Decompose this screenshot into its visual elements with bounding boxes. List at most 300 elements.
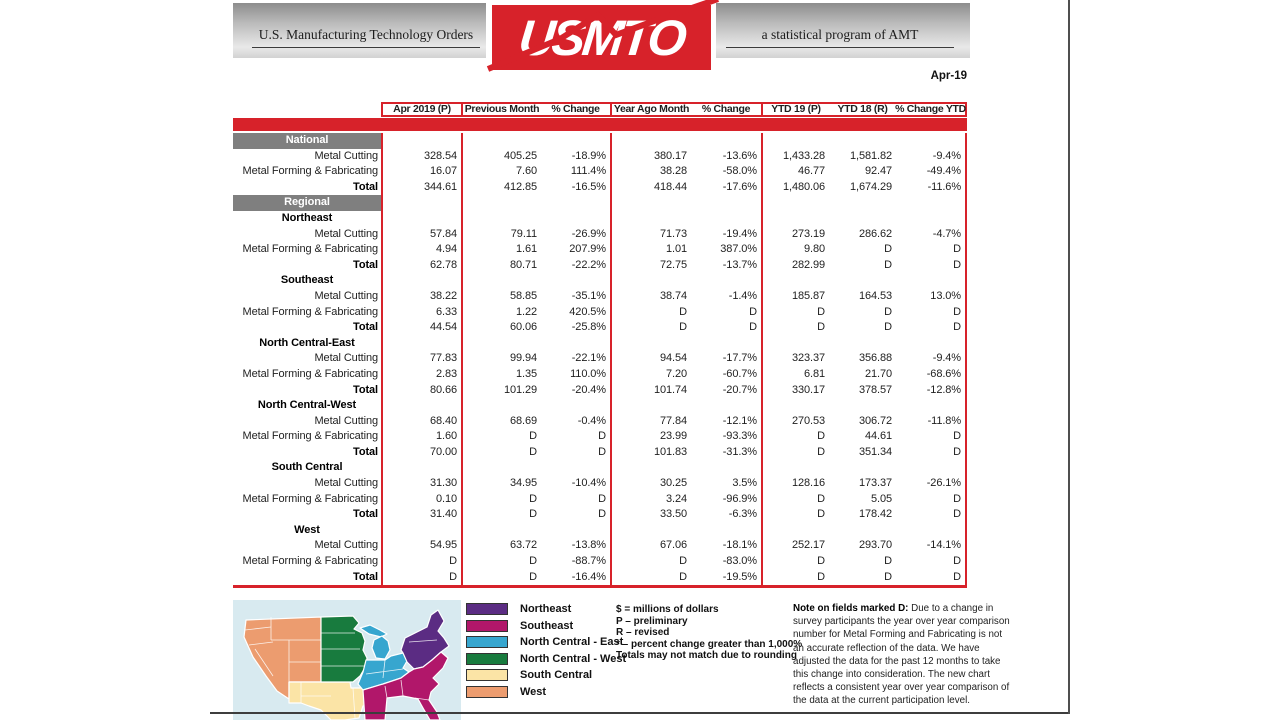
cell-value: 71.73	[659, 227, 687, 240]
cell-value	[763, 273, 829, 289]
row-label: Metal Forming & Fabricating	[242, 492, 378, 505]
cell-value: D	[817, 508, 825, 521]
cell-value: D	[896, 242, 967, 258]
cell-value: 164.53	[858, 289, 892, 302]
cell-value: 286.62	[858, 227, 892, 240]
cell-value	[691, 195, 763, 211]
table-row	[233, 570, 967, 586]
cell-value	[381, 398, 463, 414]
cell-value: 13.0%	[896, 289, 967, 305]
legend-swatch	[466, 653, 508, 665]
cell-value: D	[884, 243, 892, 256]
cell-value	[896, 133, 967, 149]
row-label: Total	[353, 570, 378, 583]
legend-label: North Central - West	[520, 652, 627, 665]
cell-value: 185.87	[791, 289, 825, 302]
legend-item	[466, 669, 626, 681]
row-label: Metal Forming & Fabricating	[242, 367, 378, 380]
report-left-title: U.S. Manufacturing Technology Orders	[252, 27, 480, 48]
cell-value: 38.74	[659, 289, 687, 302]
column-header: % Change	[691, 102, 763, 117]
cell-value: -68.6%	[896, 367, 967, 383]
cell-value	[541, 336, 612, 352]
legend-label: South Central	[520, 669, 593, 682]
column-header: % Change	[541, 102, 612, 117]
cell-value	[381, 523, 463, 539]
cell-value	[829, 336, 896, 352]
cell-value	[541, 523, 612, 539]
row-label: Total	[353, 508, 378, 521]
cell-value: D	[896, 492, 967, 508]
table-row	[233, 258, 967, 274]
table-row	[233, 383, 967, 399]
cell-value: 273.19	[791, 227, 825, 240]
d-note-body: Due to a change in survey participants the year over year comparison number for Metal Forming and Fabricating is not an accurate reflection of the data. We have adjusted the data for the past 12 months to take this change into consideration. The new chart reflects a consistent year over year comparison of the data at the current participation level.	[793, 603, 1010, 707]
cell-value: D	[541, 507, 612, 523]
cell-value: 33.50	[659, 508, 687, 521]
region-row	[233, 211, 967, 227]
cell-value: -83.0%	[691, 554, 763, 570]
cell-value: 92.47	[864, 165, 892, 178]
cell-value: 3.5%	[691, 476, 763, 492]
cell-value: D	[817, 321, 825, 334]
cell-value	[463, 195, 541, 211]
table-row	[233, 492, 967, 508]
cell-value: 31.30	[381, 476, 463, 492]
column-header: % Change YTD	[895, 103, 966, 115]
table-row	[233, 538, 967, 554]
cell-value: D	[817, 430, 825, 443]
cell-value: -31.3%	[691, 445, 763, 461]
d-note	[793, 602, 1010, 708]
cell-value: 330.17	[791, 383, 825, 396]
cell-value	[896, 523, 967, 539]
cell-value: D	[896, 305, 967, 321]
column-header: Year Ago Month	[613, 103, 690, 115]
cell-value: 67.06	[659, 539, 687, 552]
footnote-line: Totals may not match due to rounding	[616, 650, 797, 662]
cell-value: -0.4%	[541, 414, 612, 430]
cell-value: 54.95	[381, 538, 463, 554]
cell-value	[763, 195, 829, 211]
cell-value: D	[529, 555, 537, 568]
cell-value: 306.72	[858, 414, 892, 427]
cell-value	[691, 460, 763, 476]
cell-value: 38.28	[659, 165, 687, 178]
cell-value: 62.78	[381, 258, 463, 274]
cell-value: 5.05	[870, 492, 892, 505]
table-row	[233, 351, 967, 367]
cell-value: 30.25	[659, 477, 687, 490]
cell-value	[612, 133, 691, 149]
cell-value: -35.1%	[541, 289, 612, 305]
cell-value: D	[896, 258, 967, 274]
cell-value	[463, 336, 541, 352]
cell-value: 207.9%	[541, 242, 612, 258]
cell-value: 1.01	[665, 243, 687, 256]
table-row	[233, 476, 967, 492]
usmto-logo	[492, 5, 711, 70]
cell-value: 0.10	[381, 492, 463, 508]
row-label: Total	[353, 383, 378, 396]
cell-value: D	[529, 492, 537, 505]
cell-value: 77.84	[659, 414, 687, 427]
cell-value: D	[381, 554, 463, 570]
cell-value: 178.42	[858, 508, 892, 521]
cell-value: 351.34	[858, 445, 892, 458]
footnotes	[616, 604, 802, 662]
cell-value: 9.80	[803, 243, 825, 256]
cell-value	[763, 133, 829, 149]
column-header: Previous Month	[464, 103, 540, 115]
legend-swatch	[466, 603, 508, 615]
region-row	[233, 273, 967, 289]
cell-value: D	[679, 305, 687, 318]
cell-value	[463, 523, 541, 539]
cell-value: -14.1%	[896, 538, 967, 554]
table-bottom-rule	[233, 585, 967, 588]
cell-value: 101.74	[653, 383, 687, 396]
column-header: Apr 2019 (P)	[381, 102, 463, 117]
cell-value	[612, 336, 691, 352]
cell-value: 46.77	[797, 165, 825, 178]
cell-value: 328.54	[381, 149, 463, 165]
cell-value: 80.66	[381, 383, 463, 399]
cell-value: 68.69	[509, 414, 537, 427]
cell-value: -11.8%	[896, 414, 967, 430]
table-row	[233, 227, 967, 243]
row-label: South Central	[271, 461, 343, 474]
page-divider-horizontal	[210, 712, 1070, 714]
region-row	[233, 336, 967, 352]
cell-value: 57.84	[381, 227, 463, 243]
table-row	[233, 445, 967, 461]
table-row	[233, 164, 967, 180]
cell-value: 418.44	[653, 180, 687, 193]
cell-value	[463, 398, 541, 414]
cell-value: D	[541, 492, 612, 508]
legend-label: Northeast	[520, 603, 572, 615]
cell-value: D	[884, 321, 892, 334]
row-label: North Central-East	[259, 336, 355, 349]
us-region-map	[233, 600, 461, 720]
cell-value: 7.60	[515, 165, 537, 178]
logo-zigzag-line-icon	[492, 5, 711, 70]
cell-value: 77.83	[381, 351, 463, 367]
footnote-line: * – percent change greater than 1,000%	[616, 638, 803, 650]
cell-value: 293.70	[858, 539, 892, 552]
cell-value: 1.22	[515, 305, 537, 318]
cell-value: D	[817, 555, 825, 568]
row-label: Metal Forming & Fabricating	[242, 165, 378, 178]
cell-value: -9.4%	[896, 351, 967, 367]
cell-value: 58.85	[509, 289, 537, 302]
report-right-title: a statistical program of AMT	[726, 27, 954, 48]
cell-value	[896, 211, 967, 227]
legend-swatch	[466, 620, 508, 632]
legend-swatch	[466, 686, 508, 698]
cell-value: -13.8%	[541, 538, 612, 554]
cell-value: D	[884, 258, 892, 271]
row-label: Metal Cutting	[314, 227, 378, 240]
table-row	[233, 289, 967, 305]
cell-value	[896, 398, 967, 414]
cell-value: D	[691, 305, 763, 321]
cell-value: 23.99	[659, 430, 687, 443]
cell-value: -4.7%	[896, 227, 967, 243]
footnote-line: R – revised	[616, 627, 670, 639]
column-header: YTD 18 (R)	[829, 102, 896, 117]
cell-value: 1,581.82	[849, 149, 892, 162]
cell-value: D	[541, 445, 612, 461]
section-row	[233, 195, 967, 211]
table-header-row	[233, 102, 967, 117]
cell-value: 111.4%	[541, 164, 612, 180]
cell-value: -10.4%	[541, 476, 612, 492]
cell-value: 101.29	[503, 383, 537, 396]
cell-value: 1.35	[515, 367, 537, 380]
column-header: YTD 19 (P)	[763, 102, 829, 117]
cell-value: 173.37	[858, 477, 892, 490]
table-row	[233, 429, 967, 445]
cell-value	[691, 133, 763, 149]
legend-label: West	[520, 685, 547, 698]
cell-value: -13.7%	[691, 258, 763, 274]
cell-value: D	[896, 429, 967, 445]
cell-value: D	[529, 570, 537, 583]
cell-value: -49.4%	[896, 164, 967, 180]
table-row	[233, 305, 967, 321]
cell-value: D	[529, 508, 537, 521]
cell-value: 6.33	[381, 305, 463, 321]
cell-value: 412.85	[503, 180, 537, 193]
row-label: Southeast	[280, 274, 334, 287]
row-label: National	[233, 133, 381, 149]
cell-value: D	[679, 555, 687, 568]
row-label: Metal Cutting	[314, 149, 378, 162]
cell-value: D	[896, 570, 967, 586]
cell-value: 1,674.29	[849, 180, 892, 193]
row-label: Total	[353, 258, 378, 271]
table-row	[233, 554, 967, 570]
table-row	[233, 414, 967, 430]
legend-item	[466, 653, 626, 665]
section-row	[233, 133, 967, 149]
cell-value: -11.6%	[896, 180, 967, 196]
row-label: Metal Cutting	[314, 477, 378, 490]
legend-label: Southeast	[520, 619, 574, 632]
cell-value: -22.1%	[541, 351, 612, 367]
row-label: North Central-West	[257, 399, 357, 412]
cell-value: 44.61	[864, 430, 892, 443]
cell-value	[541, 195, 612, 211]
cell-value: 1.61	[515, 243, 537, 256]
cell-value: 21.70	[864, 367, 892, 380]
cell-value	[541, 398, 612, 414]
cell-value	[463, 273, 541, 289]
cell-value: D	[679, 570, 687, 583]
cell-value: 60.06	[509, 321, 537, 334]
row-label: Regional	[233, 195, 381, 211]
cell-value: 356.88	[858, 352, 892, 365]
cell-value: 63.72	[509, 539, 537, 552]
cell-value: -9.4%	[896, 149, 967, 165]
cell-value: -16.4%	[541, 570, 612, 586]
legend-label: North Central - East	[520, 636, 624, 649]
cell-value	[691, 273, 763, 289]
cell-value: 2.83	[381, 367, 463, 383]
table-row	[233, 507, 967, 523]
cell-value: -20.7%	[691, 383, 763, 399]
legend-swatch	[466, 669, 508, 681]
cell-value	[381, 273, 463, 289]
cell-value: 72.75	[659, 258, 687, 271]
cell-value	[381, 460, 463, 476]
footnote-line: P – preliminary	[616, 615, 688, 627]
cell-value	[896, 460, 967, 476]
page-divider-vertical	[1068, 0, 1070, 714]
legend-swatch	[466, 636, 508, 648]
cell-value: -17.6%	[691, 180, 763, 196]
cell-value	[829, 211, 896, 227]
cell-value: 420.5%	[541, 305, 612, 321]
cell-value	[541, 211, 612, 227]
table-row	[233, 242, 967, 258]
row-label: West	[294, 523, 320, 536]
d-note-lead: Note on fields marked D:	[793, 603, 909, 614]
cell-value	[541, 273, 612, 289]
cell-value: D	[691, 320, 763, 336]
cell-value	[896, 273, 967, 289]
cell-value: -12.8%	[896, 383, 967, 399]
cell-value: D	[896, 554, 967, 570]
cell-value: -26.9%	[541, 227, 612, 243]
cell-value	[691, 523, 763, 539]
row-label: Total	[353, 445, 378, 458]
cell-value: 387.0%	[691, 242, 763, 258]
cell-value: 80.71	[509, 258, 537, 271]
cell-value: 405.25	[503, 149, 537, 162]
cell-value	[463, 211, 541, 227]
legend-item	[466, 620, 626, 632]
cell-value: 31.40	[381, 507, 463, 523]
cell-value: D	[381, 570, 463, 586]
cell-value	[612, 195, 691, 211]
row-label: Metal Forming & Fabricating	[242, 555, 378, 568]
cell-value: D	[884, 305, 892, 318]
cell-value: -25.8%	[541, 320, 612, 336]
cell-value	[763, 460, 829, 476]
cell-value: 252.17	[791, 539, 825, 552]
cell-value	[829, 398, 896, 414]
cell-value	[763, 211, 829, 227]
cell-value	[612, 398, 691, 414]
cell-value: -60.7%	[691, 367, 763, 383]
cell-value	[829, 133, 896, 149]
legend-item	[466, 686, 626, 698]
cell-value	[381, 336, 463, 352]
cell-value: D	[884, 555, 892, 568]
cell-value: 79.11	[510, 227, 537, 240]
cell-value: D	[679, 321, 687, 334]
row-label: Total	[353, 180, 378, 193]
cell-value	[612, 211, 691, 227]
cell-value	[763, 523, 829, 539]
cell-value: 99.94	[509, 352, 537, 365]
region-row	[233, 523, 967, 539]
cell-value	[829, 460, 896, 476]
cell-value: D	[529, 445, 537, 458]
cell-value: 101.83	[653, 445, 687, 458]
date-label: Apr-19	[930, 70, 967, 82]
cell-value: D	[541, 429, 612, 445]
footnote-line: $ = millions of dollars	[616, 604, 719, 615]
cell-value: D	[896, 320, 967, 336]
cell-value	[541, 133, 612, 149]
row-label: Metal Cutting	[314, 539, 378, 552]
cell-value	[763, 336, 829, 352]
cell-value: D	[817, 445, 825, 458]
logo-text: USMTO	[516, 9, 687, 66]
table-red-band	[233, 118, 967, 131]
cell-value: -96.9%	[691, 492, 763, 508]
legend-item	[466, 636, 626, 648]
cell-value: 344.61	[381, 180, 463, 196]
region-row	[233, 398, 967, 414]
row-label: Metal Forming & Fabricating	[242, 430, 378, 443]
cell-value	[381, 211, 463, 227]
cell-value: 7.20	[665, 367, 687, 380]
cell-value	[612, 273, 691, 289]
cell-value: 34.95	[509, 477, 537, 490]
row-label: Metal Cutting	[314, 352, 378, 365]
cell-value: 68.40	[381, 414, 463, 430]
cell-value: -19.4%	[691, 227, 763, 243]
cell-value: 378.57	[858, 383, 892, 396]
map-legend	[466, 603, 626, 703]
cell-value: 3.24	[665, 492, 687, 505]
cell-value: 94.54	[659, 352, 687, 365]
cell-value: -18.1%	[691, 538, 763, 554]
cell-value	[691, 398, 763, 414]
cell-value: -18.9%	[541, 149, 612, 165]
cell-value: 270.53	[791, 414, 825, 427]
cell-value	[829, 273, 896, 289]
row-label: Northeast	[281, 211, 333, 224]
row-label: Metal Forming & Fabricating	[242, 305, 378, 318]
cell-value	[896, 195, 967, 211]
row-label: Total	[353, 321, 378, 334]
cell-value: 16.07	[381, 164, 463, 180]
cell-value: 6.81	[803, 367, 825, 380]
cell-value	[541, 460, 612, 476]
table-row	[233, 320, 967, 336]
cell-value	[381, 195, 463, 211]
cell-value: 4.94	[381, 242, 463, 258]
cell-value: D	[896, 507, 967, 523]
cell-value: -12.1%	[691, 414, 763, 430]
region-row	[233, 460, 967, 476]
cell-value: 282.99	[791, 258, 825, 271]
cell-value: -58.0%	[691, 164, 763, 180]
table-row	[233, 149, 967, 165]
cell-value: 1,433.28	[782, 149, 825, 162]
cell-value: D	[817, 492, 825, 505]
cell-value: -13.6%	[691, 149, 763, 165]
cell-value	[463, 460, 541, 476]
orders-table	[233, 102, 967, 588]
cell-value: 380.17	[653, 149, 687, 162]
